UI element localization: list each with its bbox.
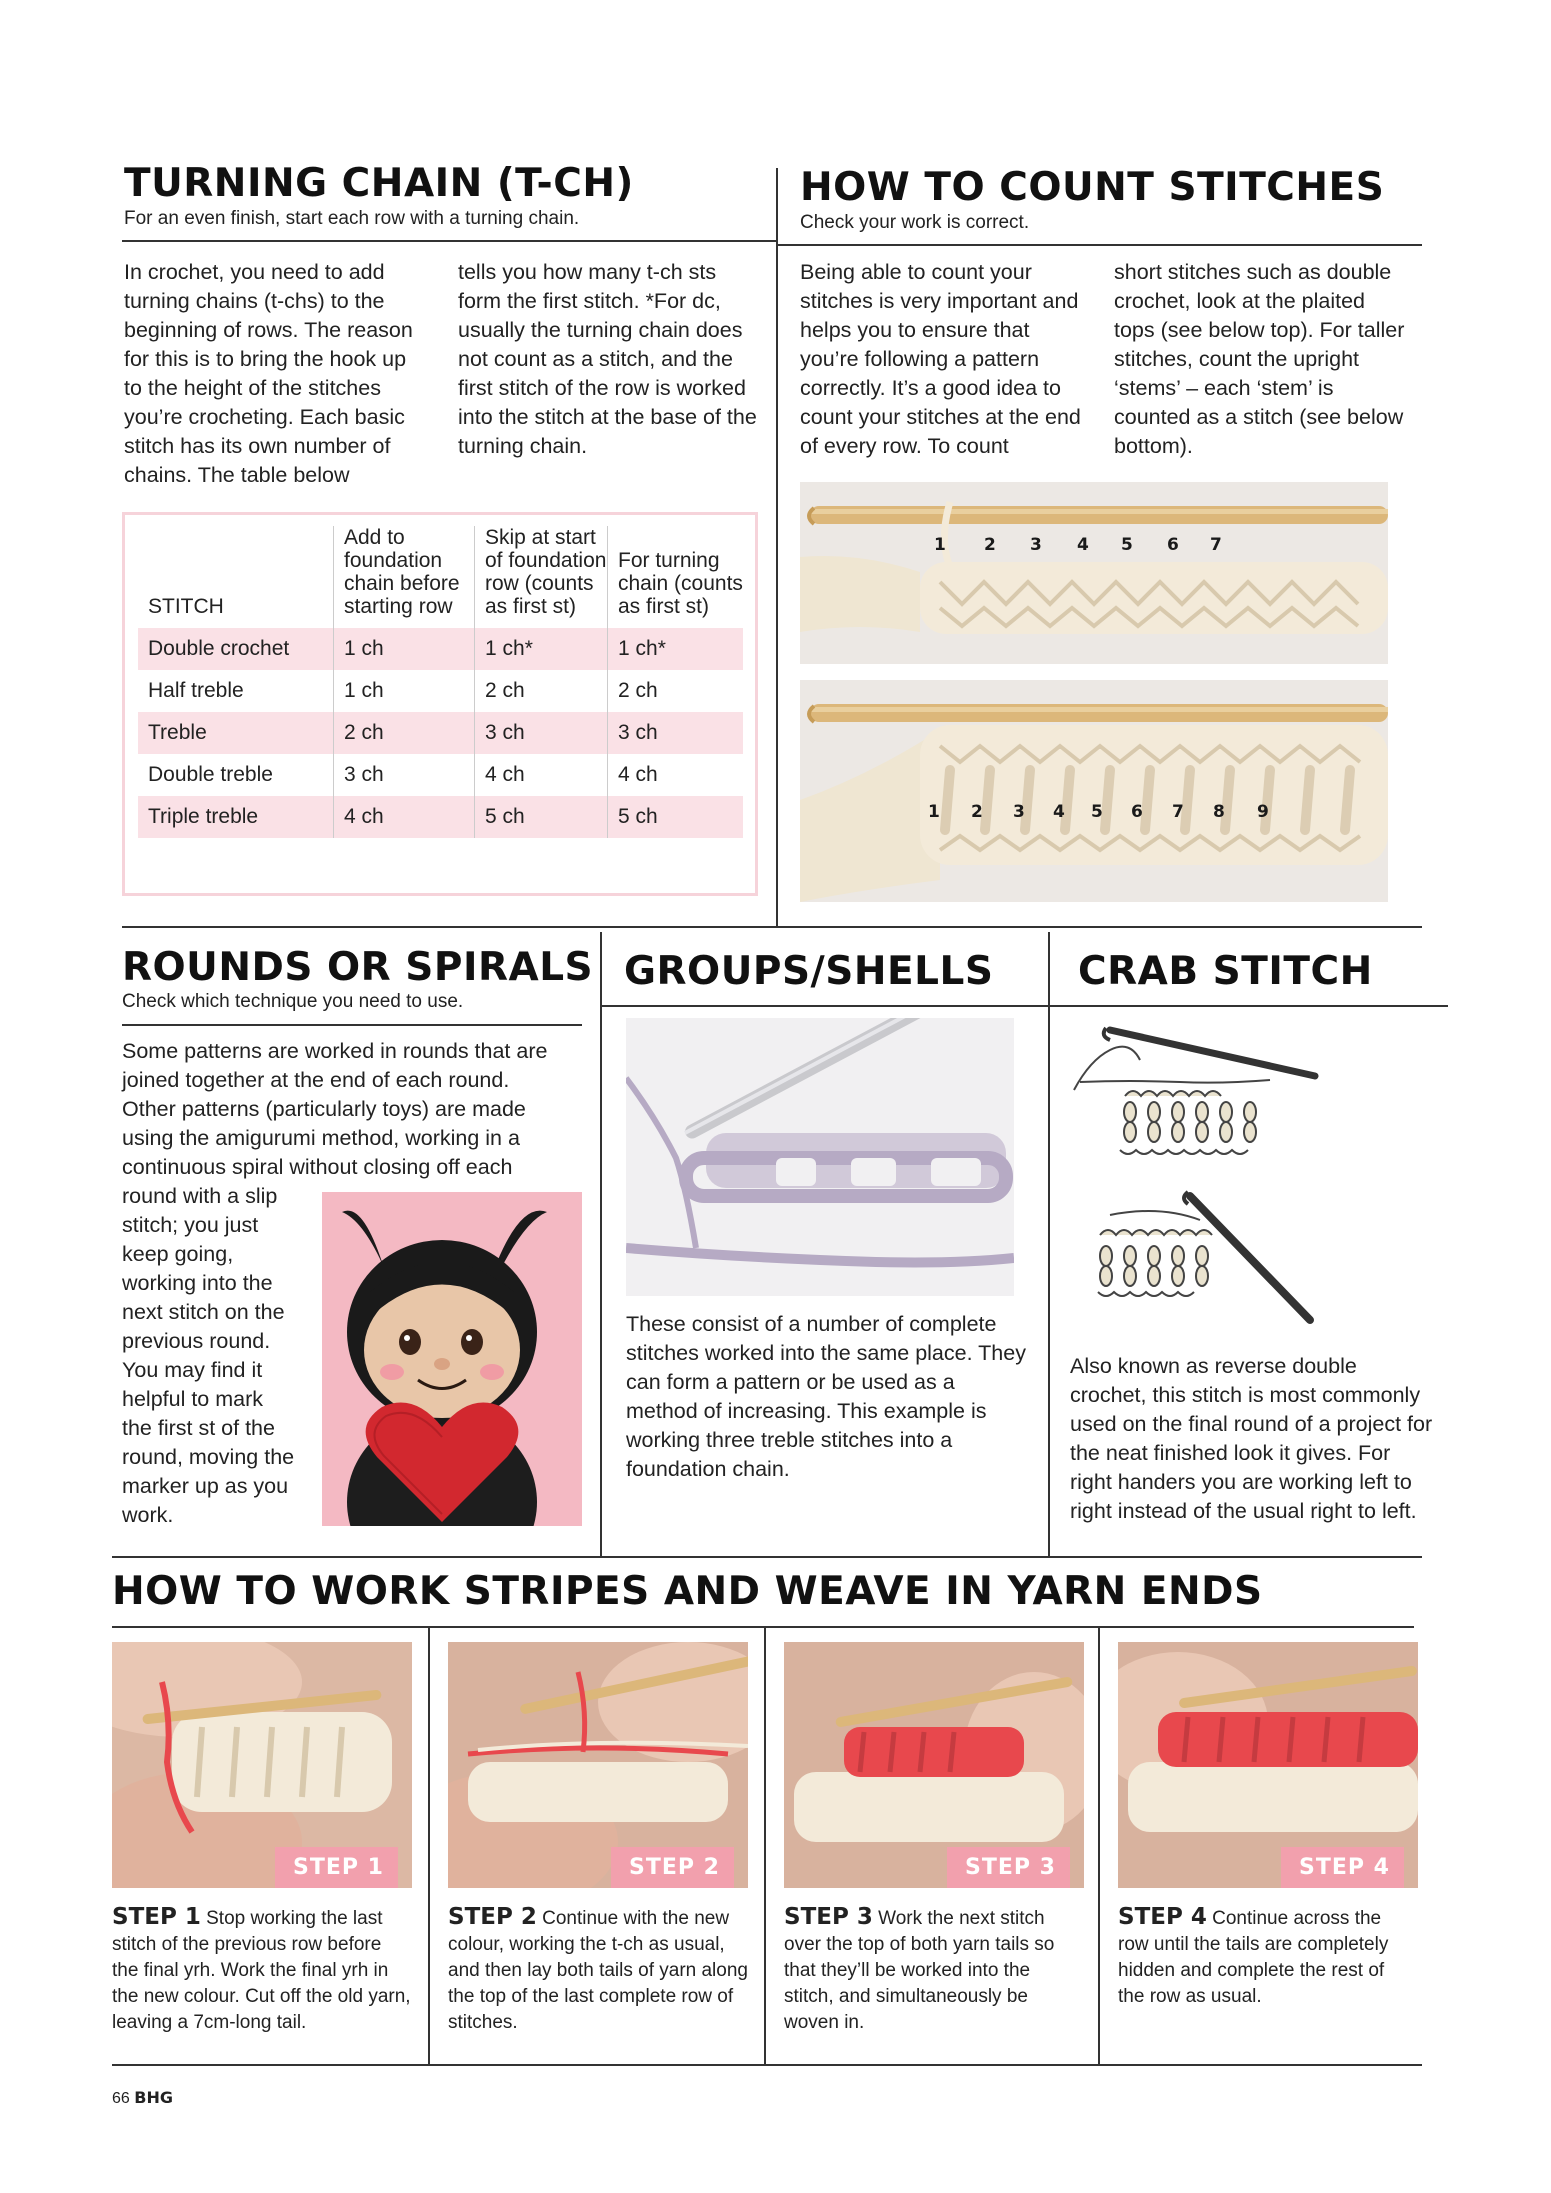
turning-chain-text-col2: tells you how many t-ch sts form the first stitch. *For dc, usually the turning chain does not count as a stitch, and the first stitch of the row is worked into the stitch at the base of the turning chain. (458, 260, 757, 458)
text-line: next stitch on the (122, 1300, 285, 1324)
table-cell: 4 ch (475, 754, 608, 796)
table-cell: 2 ch (475, 670, 608, 712)
text-line: joined together at the end of each round. (122, 1068, 510, 1092)
stitch-number: 5 (1121, 535, 1133, 555)
step-badge: STEP 4 (1281, 1847, 1404, 1888)
step-label: STEP 1 (112, 1904, 201, 1930)
turning-chain-table (138, 526, 743, 838)
divider (122, 240, 776, 242)
count-stitches-text-col1: Being able to count your stitches is very important and helps you to ensure that you’re following a pattern correctly. It’s a good idea to count your stitches at the end of every row. To count (800, 260, 1081, 458)
stitch-number: 4 (1077, 535, 1089, 555)
table-row (138, 754, 743, 796)
table-cell: 3 ch (475, 712, 608, 754)
groups-text: These consist of a number of complete stitches worked into the same place. They can form a pattern or be used as a method of increasing. This example is working three treble stitches into a foundation chain. (626, 1312, 1026, 1481)
stitch-number: 2 (971, 802, 983, 822)
divider (1048, 1005, 1448, 1007)
step-3-photo (784, 1642, 1084, 1888)
table-cell: 2 ch (334, 712, 475, 754)
step-badge: STEP 1 (275, 1847, 398, 1888)
stitch-number: 6 (1167, 535, 1179, 555)
text-line: helpful to mark (122, 1387, 264, 1411)
stitch-number: 5 (1091, 802, 1103, 822)
table-header-add: Add to foundation chain before starting row (334, 526, 475, 628)
step-badge: STEP 3 (947, 1847, 1070, 1888)
brand-name: BHG (134, 2088, 173, 2107)
turning-chain-subtitle: For an even finish, start each row with a turning chain. (124, 208, 580, 229)
step-text: Work the next stitch over the top of both yarn tails so that they’ll be worked into the stitch, and simultaneously be woven in. (784, 1908, 1055, 2033)
page-number: 66 (112, 2090, 130, 2107)
stitch-number: 9 (1257, 802, 1269, 822)
table-cell: Double crochet (138, 628, 334, 670)
table-row (138, 670, 743, 712)
divider (600, 1005, 1052, 1007)
text-line: Some patterns are worked in rounds that are (122, 1039, 548, 1063)
crab-stitch-illustration (1070, 1020, 1320, 1340)
turning-chain-title: TURNING CHAIN (T-CH) (124, 161, 634, 206)
text-line: continuous spiral without closing off each (122, 1155, 513, 1179)
step-1-photo (112, 1642, 412, 1888)
table-row (138, 796, 743, 838)
text-line: round, moving the (122, 1445, 295, 1469)
stripes-title: HOW TO WORK STRIPES AND WEAVE IN YARN ENDS (112, 1569, 1263, 1614)
count-stitches-text-col2: short stitches such as double crochet, look at the plaited tops (see below top). For taller stitches, count the upright ‘stems’ – each ‘stem’ is counted as a stitch (see below bottom). (1114, 260, 1405, 458)
dc-stitches-photo (800, 482, 1388, 664)
text-line: keep going, (122, 1242, 234, 1266)
text-line: marker up as you (122, 1474, 289, 1498)
table-cell: 1 ch* (608, 628, 744, 670)
divider (776, 244, 1422, 246)
step-label: STEP 3 (784, 1904, 873, 1930)
stitch-number: 7 (1172, 802, 1184, 822)
rounds-subtitle: Check which technique you need to use. (122, 991, 464, 1012)
page-footer (112, 2088, 173, 2108)
table-cell: Triple treble (138, 796, 334, 838)
column-divider (428, 1626, 430, 2064)
stitch-number: 6 (1131, 802, 1143, 822)
stitch-number: 1 (928, 802, 940, 822)
table-header-stitch: STITCH (148, 595, 224, 618)
column-divider (1098, 1626, 1100, 2064)
treble-stitches-photo (800, 680, 1388, 902)
text-line: previous round. (122, 1329, 271, 1353)
step-badge: STEP 2 (611, 1847, 734, 1888)
table-cell: Double treble (148, 763, 273, 786)
table-cell: 5 ch (608, 796, 744, 838)
table-row (138, 628, 743, 670)
step-4-caption (1118, 1904, 1414, 2010)
table-cell: 3 ch (334, 754, 475, 796)
table-cell: 3 ch (608, 712, 744, 754)
groups-title: GROUPS/SHELLS (624, 949, 994, 994)
text-line: You may find it (122, 1358, 263, 1382)
stitch-number: 4 (1053, 802, 1065, 822)
crab-stitch-diagram (1070, 1020, 1320, 1340)
shells-illustration (626, 1018, 1014, 1296)
stitch-number: 3 (1013, 802, 1025, 822)
crab-text: Also known as reverse double crochet, this stitch is most commonly used on the final round of a project for the neat finished look it gives. For right handers you are working left to right instead of the usual right to left. (1070, 1354, 1433, 1523)
text-line: work. (122, 1503, 174, 1527)
column-divider (776, 168, 778, 926)
dc-stitch-numbers (800, 482, 1388, 555)
turning-chain-text-col1: In crochet, you need to add turning chains (t-chs) to the beginning of rows. The reason for this is to bring the hook up to the height of the stitches you’re crocheting. Each basic stitch has its own number of chains. The table below (124, 260, 413, 487)
table-cell: 4 ch (334, 796, 475, 838)
divider (112, 1626, 1414, 1628)
column-divider (600, 932, 602, 1556)
divider (112, 1556, 1422, 1558)
divider (122, 1024, 582, 1026)
stitch-number: 3 (1030, 535, 1042, 555)
groups-shells-photo (626, 1018, 1014, 1296)
table-row (138, 712, 743, 754)
step-text: Stop working the last stitch of the previous row before the final yrh. Work the final yrh in the new colour. Cut off the old yarn, leaving a 7cm-long tail. (112, 1908, 411, 2033)
text-line: working into the (122, 1271, 273, 1295)
step-2-caption (448, 1904, 748, 2036)
table-header-skip: Skip at start of foundation row (counts as first st) (475, 526, 608, 628)
step-3-caption (784, 1904, 1084, 2036)
step-label: STEP 4 (1118, 1904, 1207, 1930)
rounds-title: ROUNDS OR SPIRALS (122, 945, 594, 990)
count-stitches-subtitle: Check your work is correct. (800, 212, 1030, 233)
table-cell: 5 ch (475, 796, 608, 838)
stitch-number: 7 (1210, 535, 1222, 555)
table-cell: Half treble (148, 679, 244, 702)
table-header-turning: For turning chain (counts as first st) (608, 526, 744, 628)
stitch-number: 2 (984, 535, 996, 555)
table-cell: 1 ch (334, 628, 475, 670)
text-line: round with a slip (122, 1184, 278, 1208)
stitch-number: 8 (1213, 802, 1225, 822)
ladybird-doll-illustration (322, 1192, 582, 1526)
column-divider (1048, 932, 1050, 1556)
text-line: using the amigurumi method, working in a (122, 1126, 520, 1150)
step-1-caption (112, 1904, 412, 2036)
step-4-photo (1118, 1642, 1418, 1888)
treble-stitch-numbers (800, 680, 1388, 902)
rounds-text-wide (122, 1037, 562, 1182)
step-2-photo (448, 1642, 748, 1888)
divider (112, 2064, 1422, 2066)
text-line: the first st of the (122, 1416, 275, 1440)
text-line: Other patterns (particularly toys) are made (122, 1097, 526, 1121)
table-cell: 1 ch* (475, 628, 608, 670)
divider (122, 926, 1422, 928)
column-divider (764, 1626, 766, 2064)
step-label: STEP 2 (448, 1904, 537, 1930)
table-cell: 1 ch (334, 670, 475, 712)
table-cell: 2 ch (608, 670, 744, 712)
stitch-number: 1 (934, 535, 946, 555)
rounds-text-narrow (122, 1182, 318, 1530)
table-cell: Treble (138, 712, 334, 754)
step-text: Continue with the new colour, working the t-ch as usual, and then lay both tails of yarn along the top of the last complete row of stitches. (448, 1908, 748, 2033)
count-stitches-title: HOW TO COUNT STITCHES (800, 165, 1385, 210)
step-text: Continue across the row until the tails are completely hidden and complete the rest of the row as usual. (1118, 1908, 1389, 2007)
text-line: stitch; you just (122, 1213, 259, 1237)
crab-title: CRAB STITCH (1078, 949, 1373, 994)
amigurumi-ladybird-photo (322, 1192, 582, 1526)
table-cell: 4 ch (608, 754, 744, 796)
